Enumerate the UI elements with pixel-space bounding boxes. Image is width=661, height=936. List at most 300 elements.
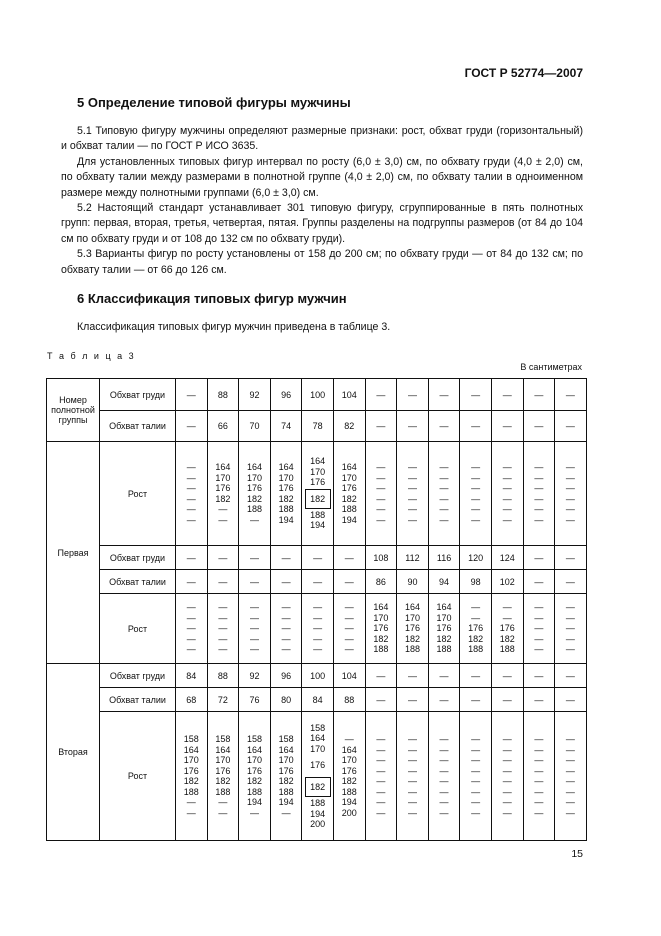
- height-value: —: [439, 776, 449, 786]
- table-cell: —: [365, 379, 397, 411]
- table-cell: —: [428, 411, 460, 442]
- table-cell: [365, 442, 397, 546]
- table-cell: [176, 712, 208, 841]
- height-value: 170: [183, 755, 199, 765]
- table-cell: 92: [239, 664, 271, 688]
- height-value: —: [439, 483, 449, 493]
- table-cell: 98: [460, 570, 492, 594]
- height-value: —: [565, 633, 575, 644]
- table-cell: 88: [207, 664, 239, 688]
- height-value: —: [439, 786, 449, 797]
- table-cell: —: [460, 379, 492, 411]
- height-value: 164: [183, 744, 199, 755]
- height-value: 170: [436, 612, 452, 623]
- highlighted-value: 182: [305, 777, 331, 797]
- table-cell: —: [555, 411, 587, 442]
- height-value: —: [439, 807, 449, 818]
- height-value: —: [565, 644, 575, 655]
- height-value: —: [407, 807, 417, 818]
- table-row: [47, 712, 587, 841]
- table-cell: —: [523, 664, 555, 688]
- height-value: —: [218, 504, 228, 514]
- table-cell: —: [365, 664, 397, 688]
- table-cell: —: [523, 411, 555, 442]
- height-value: 194: [341, 797, 357, 807]
- height-value: —: [534, 807, 544, 818]
- height-value: 188: [404, 644, 420, 655]
- table-cell: 80: [270, 688, 302, 712]
- height-value: —: [281, 623, 291, 634]
- height-value: —: [471, 462, 481, 472]
- table-cell: —: [555, 688, 587, 712]
- table-cell: —: [176, 546, 208, 570]
- table-cell: —: [302, 570, 334, 594]
- table-row: [47, 546, 587, 570]
- height-value: —: [376, 765, 386, 776]
- table-cell: —: [555, 546, 587, 570]
- table-cell: 90: [397, 570, 429, 594]
- table-cell: [365, 712, 397, 841]
- height-value: 176: [278, 765, 294, 776]
- height-value: 188: [310, 798, 326, 808]
- height-value: 188: [341, 504, 357, 514]
- height-value: —: [502, 514, 512, 525]
- table-cell: —: [365, 688, 397, 712]
- height-value: 158: [215, 734, 231, 744]
- height-value: —: [565, 786, 575, 797]
- table-cell: [333, 594, 365, 664]
- height-value: —: [407, 797, 417, 807]
- height-value: —: [313, 633, 323, 644]
- height-value: 182: [278, 776, 294, 786]
- section-5-title: 5 Определение типовой фигуры мужчины: [77, 95, 351, 110]
- height-value: 176: [468, 623, 484, 634]
- height-value: 176: [341, 765, 357, 776]
- highlighted-value: 182: [305, 489, 331, 509]
- height-value: —: [565, 623, 575, 634]
- height-value: —: [565, 504, 575, 514]
- height-label: Рост: [100, 712, 176, 841]
- paragraph-5-2: 5.2 Настоящий стандарт устанавливает 301 типовую фигуру, сгруппированные в пять полнотных групп: первая, вторая, третья, четвертая, пятая. Группы разделены на подгруппы размеров (от 84 до 104 см по обхвату груди и от 108 до 132 см по обхвату груди).: [61, 202, 583, 245]
- table-cell: 88: [207, 379, 239, 411]
- height-value: —: [218, 633, 228, 644]
- height-value: —: [439, 504, 449, 514]
- table-cell: 102: [491, 570, 523, 594]
- height-value: —: [502, 734, 512, 744]
- table-cell: —: [207, 570, 239, 594]
- table-cell: 112: [397, 546, 429, 570]
- table-cell: —: [176, 570, 208, 594]
- table-cell: —: [491, 411, 523, 442]
- height-value: —: [344, 633, 354, 644]
- table-cell: [365, 594, 397, 664]
- height-value: 176: [341, 483, 357, 493]
- height-value: —: [186, 514, 196, 525]
- height-value: —: [186, 472, 196, 483]
- document-header: ГОСТ Р 52774—2007: [464, 66, 583, 80]
- table-cell: 82: [333, 411, 365, 442]
- height-value: —: [376, 755, 386, 765]
- table-cell: [302, 594, 334, 664]
- height-value: —: [407, 765, 417, 776]
- height-value: —: [439, 755, 449, 765]
- paragraph-5-1: 5.1 Типовую фигуру мужчины определяют размерные признаки: рост, обхват груди (горизонтальный) и обхват талии — по ГОСТ Р ИСО 3635.: [61, 125, 583, 153]
- height-value: 164: [310, 456, 326, 467]
- table-cell: 100: [302, 664, 334, 688]
- figure-classification-table: [46, 378, 587, 841]
- height-value: 188: [468, 644, 484, 655]
- height-value: 170: [310, 743, 326, 754]
- height-value: 176: [278, 483, 294, 493]
- table-cell: 78: [302, 411, 334, 442]
- table-cell: —: [428, 379, 460, 411]
- height-value: —: [281, 644, 291, 655]
- height-value: —: [565, 744, 575, 755]
- height-value: 182: [278, 493, 294, 504]
- height-value: —: [534, 602, 544, 613]
- table-cell: —: [270, 546, 302, 570]
- height-value: —: [407, 504, 417, 514]
- height-value: 182: [215, 776, 231, 786]
- height-value: [302, 488, 333, 510]
- height-value: 176: [183, 765, 199, 776]
- height-value: —: [502, 483, 512, 493]
- chest-label: Обхват груди: [100, 664, 176, 688]
- table-cell: [302, 442, 334, 546]
- height-value: —: [471, 472, 481, 483]
- table-cell: [491, 712, 523, 841]
- paragraph-5-3: 5.3 Варианты фигур по росту установлены от 158 до 200 см; по обхвату груди — от 84 до 132 см; по обхвату талии — от 66 до 126 см.: [61, 248, 583, 276]
- height-value: —: [565, 776, 575, 786]
- height-value: —: [565, 493, 575, 504]
- section-6-body: [61, 320, 583, 335]
- table-cell: 120: [460, 546, 492, 570]
- table-row: [47, 594, 587, 664]
- table-cell: —: [207, 546, 239, 570]
- height-value: —: [502, 755, 512, 765]
- table-cell: [270, 442, 302, 546]
- table-cell: [460, 712, 492, 841]
- group-first: Первая: [47, 442, 100, 664]
- chest-label: Обхват груди: [100, 546, 176, 570]
- height-value: —: [471, 755, 481, 765]
- height-value: 164: [215, 744, 231, 755]
- height-value: 194: [246, 797, 262, 807]
- height-value: 188: [246, 786, 262, 797]
- height-value: 164: [404, 602, 420, 613]
- table-cell: 124: [491, 546, 523, 570]
- height-value: —: [186, 602, 196, 613]
- table-cell: —: [270, 570, 302, 594]
- height-value: —: [439, 472, 449, 483]
- table-cell: —: [176, 379, 208, 411]
- height-value: 164: [246, 744, 262, 755]
- table-cell: —: [523, 688, 555, 712]
- height-value: —: [534, 462, 544, 472]
- height-value: 176: [373, 623, 389, 634]
- height-value: —: [502, 612, 512, 623]
- table-cell: —: [460, 664, 492, 688]
- table-cell: —: [333, 570, 365, 594]
- height-value: —: [565, 755, 575, 765]
- table-cell: —: [365, 411, 397, 442]
- table-cell: —: [397, 688, 429, 712]
- height-value: 176: [499, 623, 515, 634]
- height-label: Рост: [100, 442, 176, 546]
- height-value: —: [186, 623, 196, 634]
- table-cell: [555, 594, 587, 664]
- height-value: —: [218, 644, 228, 655]
- table-cell: —: [428, 688, 460, 712]
- height-value: 182: [468, 633, 484, 644]
- table-cell: —: [302, 546, 334, 570]
- table-cell: 76: [239, 688, 271, 712]
- height-value: —: [565, 797, 575, 807]
- height-value: —: [565, 765, 575, 776]
- height-value: 170: [215, 755, 231, 765]
- height-value: —: [186, 807, 196, 818]
- height-value: —: [218, 612, 228, 623]
- height-value: —: [218, 602, 228, 613]
- height-value: —: [186, 462, 196, 472]
- height-value: 170: [246, 472, 262, 483]
- table-cell: —: [397, 379, 429, 411]
- height-value: 164: [278, 462, 294, 472]
- height-value: 176: [215, 765, 231, 776]
- height-value: —: [249, 602, 259, 613]
- height-value: —: [376, 744, 386, 755]
- height-value: —: [344, 644, 354, 655]
- table-cell: —: [176, 411, 208, 442]
- height-value: 164: [341, 744, 357, 755]
- table-cell: [239, 442, 271, 546]
- height-value: —: [407, 472, 417, 483]
- table-cell: 94: [428, 570, 460, 594]
- height-value: —: [471, 765, 481, 776]
- table-cell: 116: [428, 546, 460, 570]
- height-value: —: [471, 493, 481, 504]
- height-value: 188: [341, 786, 357, 797]
- table-cell: —: [555, 570, 587, 594]
- table-cell: [207, 594, 239, 664]
- height-value: —: [565, 472, 575, 483]
- height-value: —: [218, 623, 228, 634]
- height-value: 182: [341, 776, 357, 786]
- height-value: —: [249, 514, 259, 525]
- table-cell: 88: [333, 688, 365, 712]
- paragraph-6-intro: Классификация типовых фигур мужчин приведена в таблице 3.: [77, 321, 391, 333]
- table-cell: —: [555, 379, 587, 411]
- height-value: 188: [499, 644, 515, 655]
- table-cell: [428, 594, 460, 664]
- height-value: —: [534, 776, 544, 786]
- table-cell: [270, 712, 302, 841]
- height-value: —: [534, 493, 544, 504]
- height-value: —: [281, 633, 291, 644]
- height-value: —: [313, 623, 323, 634]
- paragraph-5-1-intervals: Для установленных типовых фигур интервал по росту (6,0 ± 3,0) см, по обхвату груди (4,0 ± 2,0) см, по обхвату талии между размерами в полнотной группе (4,0 ± 2,0) см, по обхвату талии в одноименном размере между полнотными группами (6,0 ± 3,0) см.: [61, 155, 583, 199]
- height-value: 188: [373, 644, 389, 655]
- height-value: —: [249, 633, 259, 644]
- height-value: —: [376, 734, 386, 744]
- height-value: —: [534, 612, 544, 623]
- height-value: —: [313, 602, 323, 613]
- height-value: 182: [341, 493, 357, 504]
- height-value: 182: [436, 633, 452, 644]
- table-cell: —: [239, 570, 271, 594]
- height-value: 182: [499, 633, 515, 644]
- height-value: 164: [436, 602, 452, 613]
- height-value: —: [439, 797, 449, 807]
- table-cell: —: [555, 664, 587, 688]
- height-label: Рост: [100, 594, 176, 664]
- height-value: 176: [215, 483, 231, 493]
- height-value: 182: [246, 493, 262, 504]
- height-value: 188: [246, 504, 262, 514]
- height-value: 158: [246, 734, 262, 744]
- table-row: [47, 688, 587, 712]
- height-value: —: [407, 483, 417, 493]
- height-value: —: [439, 734, 449, 744]
- height-value: —: [281, 807, 291, 818]
- table-row: [47, 379, 587, 411]
- height-value: 176: [436, 623, 452, 634]
- table-cell: [428, 442, 460, 546]
- height-value: —: [471, 744, 481, 755]
- height-value: —: [344, 734, 354, 744]
- height-value: —: [565, 483, 575, 493]
- table-caption: Т а б л и ц а 3: [47, 351, 136, 361]
- table-cell: —: [523, 570, 555, 594]
- height-value: —: [565, 602, 575, 613]
- height-value: 200: [310, 819, 326, 829]
- height-value: —: [407, 462, 417, 472]
- height-value: —: [344, 602, 354, 613]
- height-value: 164: [278, 744, 294, 755]
- height-value: 158: [310, 722, 326, 733]
- table-cell: [523, 712, 555, 841]
- height-value: —: [502, 776, 512, 786]
- height-value: —: [407, 776, 417, 786]
- table-cell: 66: [207, 411, 239, 442]
- height-value: —: [439, 514, 449, 525]
- table-cell: [555, 442, 587, 546]
- height-value: 164: [341, 462, 357, 472]
- table-row: [47, 664, 587, 688]
- table-cell: 84: [302, 688, 334, 712]
- height-value: 176: [310, 760, 326, 770]
- height-value: 182: [404, 633, 420, 644]
- height-value: —: [407, 493, 417, 504]
- height-value: —: [534, 633, 544, 644]
- height-value: —: [344, 612, 354, 623]
- height-value: —: [376, 462, 386, 472]
- height-value: 188: [215, 786, 231, 797]
- height-value: —: [502, 807, 512, 818]
- table-cell: —: [397, 411, 429, 442]
- table-cell: [207, 442, 239, 546]
- height-value: —: [439, 462, 449, 472]
- waist-label: Обхват талии: [100, 688, 176, 712]
- height-value: 170: [310, 466, 326, 477]
- height-value: 164: [246, 462, 262, 472]
- height-value: 188: [278, 504, 294, 514]
- table-cell: [523, 594, 555, 664]
- height-value: —: [534, 786, 544, 797]
- height-value: —: [502, 472, 512, 483]
- table-cell: [207, 712, 239, 841]
- table-cell: —: [523, 546, 555, 570]
- height-value: —: [376, 786, 386, 797]
- table-cell: 68: [176, 688, 208, 712]
- height-value: —: [186, 644, 196, 655]
- height-value: —: [281, 602, 291, 613]
- table-cell: 108: [365, 546, 397, 570]
- height-value: —: [565, 514, 575, 525]
- height-value: 188: [278, 786, 294, 797]
- height-value: 176: [246, 765, 262, 776]
- waist-label: Обхват талии: [100, 570, 176, 594]
- height-value: 188: [310, 509, 326, 520]
- height-value: —: [534, 644, 544, 655]
- height-value: —: [502, 744, 512, 755]
- chest-label: Обхват груди: [100, 379, 176, 411]
- table-cell: —: [460, 411, 492, 442]
- table-cell: [523, 442, 555, 546]
- table-cell: 84: [176, 664, 208, 688]
- height-value: —: [565, 612, 575, 623]
- height-value: —: [471, 514, 481, 525]
- table-cell: [428, 712, 460, 841]
- height-value: —: [407, 786, 417, 797]
- height-value: —: [502, 462, 512, 472]
- height-value: 170: [246, 755, 262, 765]
- table-cell: [491, 442, 523, 546]
- table-cell: [397, 594, 429, 664]
- height-value: —: [534, 734, 544, 744]
- table-cell: [397, 442, 429, 546]
- group-second: Вторая: [47, 664, 100, 841]
- height-value: —: [502, 797, 512, 807]
- table-cell: 100: [302, 379, 334, 411]
- table-cell: 70: [239, 411, 271, 442]
- height-value: —: [471, 776, 481, 786]
- height-value: 170: [278, 472, 294, 483]
- waist-label: Обхват талии: [100, 411, 176, 442]
- height-value: —: [534, 514, 544, 525]
- height-value: —: [534, 504, 544, 514]
- height-value: —: [186, 633, 196, 644]
- height-value: —: [502, 602, 512, 613]
- height-value: —: [407, 755, 417, 765]
- section-6-title: 6 Классификация типовых фигур мужчин: [77, 291, 347, 306]
- height-value: 158: [183, 734, 199, 744]
- table-cell: —: [397, 664, 429, 688]
- table-cell: [239, 594, 271, 664]
- height-value: 188: [436, 644, 452, 655]
- height-value: —: [471, 786, 481, 797]
- height-value: —: [249, 644, 259, 655]
- table-cell: —: [428, 664, 460, 688]
- height-value: —: [376, 493, 386, 504]
- height-value: —: [218, 514, 228, 525]
- height-value: —: [534, 765, 544, 776]
- height-value: —: [407, 734, 417, 744]
- table-cell: [491, 594, 523, 664]
- height-value: —: [439, 765, 449, 776]
- height-value: —: [376, 797, 386, 807]
- height-value: 176: [404, 623, 420, 634]
